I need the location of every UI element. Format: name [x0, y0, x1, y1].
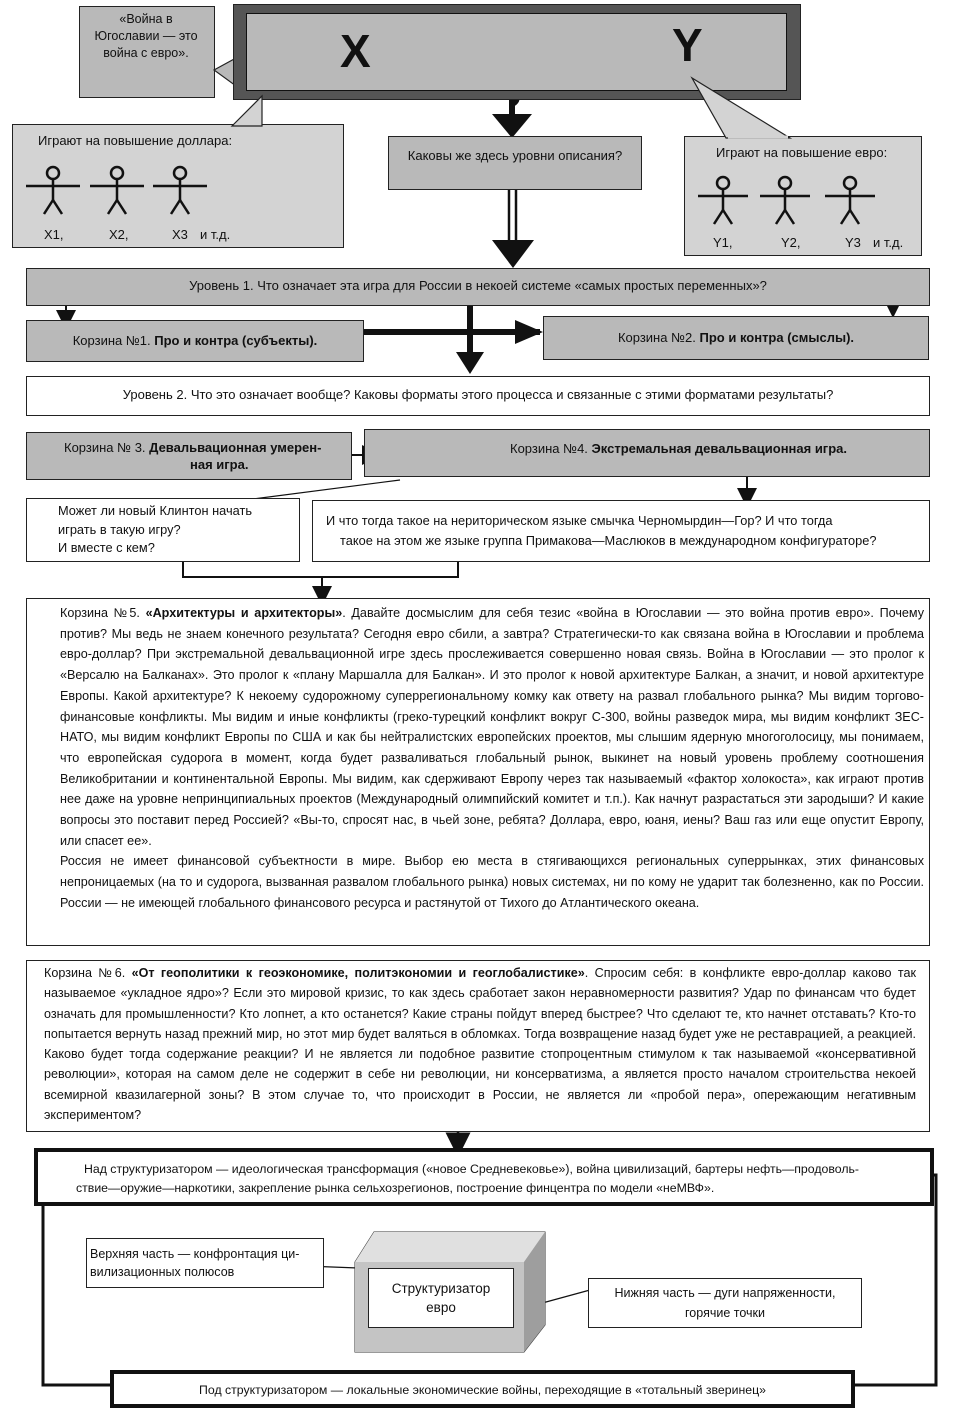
x-etc-label: и т.д. — [200, 227, 231, 242]
basket2-text: Корзина №2. Про и контра (смыслы). — [617, 330, 855, 345]
y1-label: Y1, — [713, 235, 733, 250]
y2-label: Y2, — [781, 235, 801, 250]
basket5-text: Корзина №5. «Архитектуры и архитекторы». Давайте досмыслим для себя тезис «война в Югославии — это война против евро». Почему против? Мы ведь не знаем конечного результата? Сегодня евро сбили, а завтра? Стратегически-то как связана война в Югославии и проблема евро-доллар? При экстремальной девальвационной игре здесь прослеживается совершенно новая связь. Война в Югославии — это пролог к «Версалю на Балканах». Это пролог к «плану Маршалла для Балкан». И это пролог к новой архитектуре Балкан, а значит, и новой архитектуре Европы. Какой архитектуре? К некоему судорожному суперрегиональному комку как ответу на развал глобального рынка? Мы видим торгово-финансовые конфликты. Мы видим и иные конфликты (греко-турецкий конфликт вокруг С-300, войны разведок мира, мы видим конфликт ЗЕС-НАТО, мы видим конфликт Европы по США и как бы нейтралистских европейских проектов, мы слышим ядерную многоголосицу, мы понимаем, что европейская судорога в момент, когда будет разваливаться глобальный рынок, выкинет на новый уровень проблему соотношения Великобритании и континентальной Европы. Мы видим, как сдерживают Европу через так называемый «фактор холокоста», как играют против нее даже на уровне непринципиальных проектов (Международный олимпийский комитет и т.п.). Как начнут разрастаться эти зародыши? И какие вопросы это поставит перед Россией? «Вы-то, спросят нас, в чьей зоне, ребята? Доллара, евро, юаня, иены? Ваш газ или еще опустит Европу, или спасет ее». Россия не имеет финансовой субъектности в мире. Выбор ею места в стягивающихся региональных суперрынках, этих финансовых непроницаемых (на то и судорога, вызванная развалом глобального рынка) новых системах, ни по кому не ударит так болезненно, как по России. России — не имеющей глобального финансового ресурса и растянутой от Тихого до Атлантического океана. — [60, 606, 925, 910]
basket4-text: Корзина №4. Экстремальная девальвационная игра. — [510, 441, 848, 456]
quote-text: «Война в Югославии — это война с евро». — [94, 12, 198, 60]
lower-part-text: Нижняя часть — дуги напряженности, горячие точки — [614, 1286, 836, 1320]
structurizer-text: Структуризатор евро — [391, 1281, 491, 1315]
x1-label: X1, — [44, 227, 64, 242]
y-label: Y — [672, 19, 703, 71]
above-text: Над структуризатором — идеологическая трансформация («новое Средневековье»), война цивилизаций, бартеры нефть—продоволь- ствие—оружие—наркотики, закрепление рынка сельхозрегионов, построение финцентра по модели «неМВФ». — [76, 1162, 859, 1195]
y3-label: Y3 — [845, 235, 861, 250]
clinton-text: Может ли новый Клинтон начать играть в такую игру? И вместе с кем? — [58, 503, 253, 555]
question-text: Каковы же здесь уровни описания? — [407, 148, 623, 163]
x3-label: X3 — [172, 227, 188, 242]
right-group-title: Играют на повышение евро: — [716, 145, 888, 160]
upper-part-text: Верхняя часть — конфронтация ци- вилизационных полюсов — [90, 1247, 300, 1279]
below-text: Под структуризатором — локальные экономические войны, переходящие в «тотальный зверинец» — [199, 1383, 766, 1397]
x-label: X — [340, 25, 371, 77]
x2-label: X2, — [109, 227, 129, 242]
basket1-text: Корзина №1. Про и контра (субъекты). — [72, 333, 318, 348]
level2-text: Уровень 2. Что это означает вообще? Каковы форматы этого процесса и связанные с этими форматами результаты? — [122, 387, 834, 402]
chernomyrdin-text: И что тогда такое на нериторическом языке смычка Черномырдин—Гор? И что тогда такое на этом же языке группа Примакова—Маслюков в международном конфигураторе? — [326, 513, 877, 548]
level1-text: Уровень 1. Что означает эта игра для России в некоей системе «самых простых переменных»? — [189, 278, 767, 293]
left-group-title: Играют на повышение доллара: — [38, 133, 233, 148]
basket3-text: Корзина № 3. Девальвационная умерен- ная игра. — [64, 440, 322, 472]
y-etc-label: и т.д. — [873, 235, 904, 250]
basket6-text: Корзина №6. «От геополитики к геоэкономике, политэкономии и геоглобалистике». Спросим себя: в конфликте евро-доллар каково так называемое «укладное ядро»? Если это мировой кризис, то как здесь сработает закон неравномерности развития? Удар по финансам что будет означать для промышленности? Кто лопнет, а кто останется? Какие страны пойдут вперед быстрее? Что сделают те, кто начнет отставать? Кто-то попытается вернуть назад прежний мир, но этот мир будет валяться в обломках. Тогда возвращение назад будет уже не реставрацией, а реакцией. Каково будет тогда содержание реакции? И не является ли подобное развитие стопроцентным стимулом к так называемой «консервативной революции», которая на самом деле не содержит в себе ни революции, ни консерватизма, а является просто началом строительства некоей всемирной квазилагерной зоны? В этом случае то, что происходит в России, не является ли «пробой пера», опережающим негативным экспериментом? — [44, 966, 917, 1123]
